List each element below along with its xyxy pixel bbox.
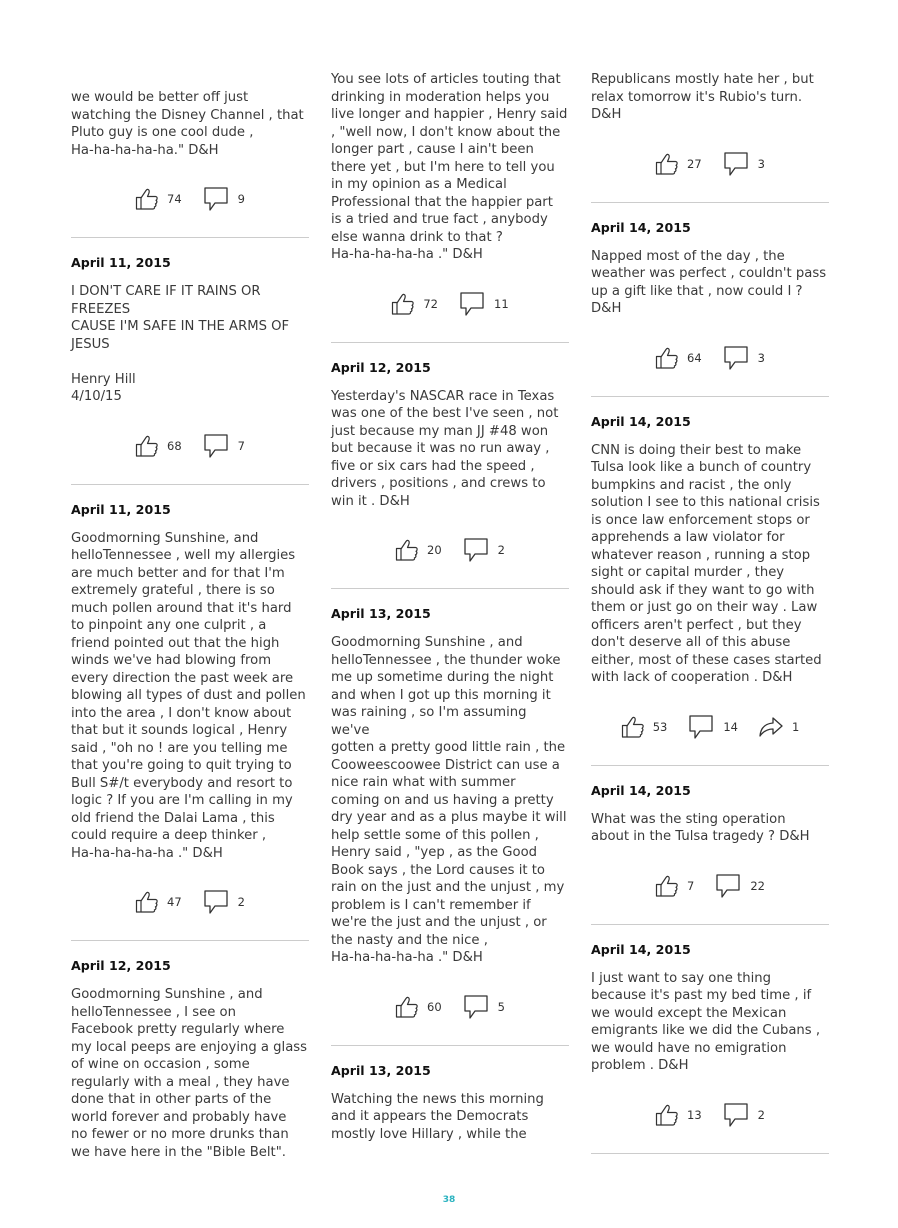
thumbs-up-icon [391, 292, 415, 316]
post-stats [591, 146, 829, 182]
post-date: April 13, 2015 [331, 606, 431, 621]
post-text: Napped most of the day , the weather was perfect , couldn't pass up a gift like that , now could I ? D&H [591, 248, 827, 316]
like-stat[interactable] [655, 874, 694, 898]
share-stat[interactable] [758, 715, 799, 739]
like-count: 47 [167, 895, 182, 909]
like-stat[interactable] [135, 434, 182, 458]
post [591, 414, 829, 766]
comment-stat[interactable] [687, 713, 738, 741]
comment-count: 5 [497, 999, 505, 1014]
like-stat[interactable] [135, 890, 182, 914]
like-count: 13 [687, 1107, 702, 1122]
comment-stat[interactable] [722, 150, 765, 178]
thumbs-up-icon [395, 538, 419, 562]
speech-bubble-icon [462, 536, 490, 564]
post-divider [71, 484, 309, 485]
post-text: we would be better off just watching the Disney Channel , that Pluto guy is one cool dude , Ha-ha-ha-ha-ha." D&H [71, 90, 304, 158]
post-divider [591, 924, 829, 925]
post-date: April 11, 2015 [71, 501, 171, 517]
like-stat[interactable] [655, 1103, 702, 1127]
comment-count: 3 [757, 156, 765, 171]
comment-stat[interactable] [722, 344, 765, 372]
like-count: 60 [427, 999, 442, 1014]
post-stats [71, 181, 309, 217]
post-text: Goodmorning Sunshine , and helloTennessee , the thunder woke me up sometime during the night and when I got up this morning it was raining , so I'm assuming we've gotten a pretty good little rain , the Cooweescoowee District can use a nice rain what with summer coming on and us having a pretty dry year and as a plus maybe it will help settle some of this pollen , Henry said , "yep , as the Good Book says , the Lord causes it to rain on the just and the unjust , my problem is I can't remember if we're the just and the unjust , or the nasty and the nice , Ha-ha-ha-ha-ha ." D&H [331, 635, 567, 965]
like-stat[interactable] [655, 346, 702, 370]
speech-bubble-icon [202, 432, 230, 460]
post-stats [591, 340, 829, 376]
post [71, 502, 309, 942]
post-date: April 12, 2015 [331, 359, 431, 375]
thumbs-up-icon [135, 434, 159, 458]
post-divider [71, 940, 309, 941]
comment-count: 2 [757, 1107, 765, 1122]
thumbs-up-icon [395, 995, 419, 1019]
post [331, 71, 569, 343]
thumbs-up-icon [135, 187, 159, 211]
thumbs-up-icon [655, 874, 679, 898]
post-divider [591, 765, 829, 766]
post-text: Goodmorning Sunshine , and helloTennessee , I see on Facebook pretty regularly where my local peeps are enjoying a glass of wine on occasion , some regularly with a meal , they have done that in other parts of the world forever and probably have no fewer or no more drunks than we have here in the "Bible Belt". [71, 987, 308, 1160]
post-stats [71, 884, 309, 920]
like-count: 20 [427, 543, 442, 557]
post-text: CNN is doing their best to make Tulsa look like a bunch of country bumpkins and racist , the only solution I see to this national crisis is once law enforcement stops or apprehends a law violator for whatever reason , running a stop sight or capital murder , they should ask if they want to go with them or just go on their way . Law officers aren't perfect , but they don't deserve all of this abuse either, most of these cases started with lack of cooperation . D&H [591, 442, 822, 685]
speech-bubble-icon [687, 713, 715, 741]
speech-bubble-icon [722, 150, 750, 178]
like-stat[interactable] [395, 538, 442, 562]
like-stat[interactable] [621, 715, 668, 739]
column-3 [591, 70, 829, 1154]
comment-count: 7 [237, 438, 245, 453]
post-divider [331, 342, 569, 343]
post-divider [591, 202, 829, 203]
post-date: April 13, 2015 [331, 1062, 431, 1078]
like-count: 68 [167, 438, 182, 453]
post [71, 89, 309, 238]
post-divider [591, 1153, 829, 1154]
like-stat[interactable] [135, 187, 182, 211]
post-date: April 14, 2015 [591, 782, 691, 798]
comment-stat[interactable] [714, 872, 765, 900]
post-text: Watching the news this morning and it appears the Democrats mostly love Hillary , while the [331, 1091, 544, 1142]
comment-count: 3 [757, 350, 765, 365]
post-date: April 14, 2015 [591, 413, 691, 429]
post [331, 606, 569, 1046]
comment-count: 14 [723, 719, 738, 734]
thumbs-up-icon [135, 890, 159, 914]
post-text: What was the sting operation about in the Tulsa tragedy ? D&H [591, 811, 810, 844]
page-number: 38 [442, 1195, 456, 1205]
post-stats [331, 532, 569, 568]
like-count: 64 [687, 350, 702, 365]
comment-count: 11 [494, 296, 509, 311]
post-stats [71, 428, 309, 464]
post-text: I just want to say one thing because it's past my bed time , if we would except the Mexican emigrants like we did the Cubans , we would have no emigration problem . D&H [591, 970, 821, 1073]
post-date: April 14, 2015 [591, 219, 691, 235]
thumbs-up-icon [621, 715, 645, 739]
comment-stat[interactable] [202, 185, 245, 213]
speech-bubble-icon [458, 290, 486, 318]
post-divider [331, 1045, 569, 1046]
column-2 [331, 70, 569, 1143]
post [591, 942, 829, 1154]
speech-bubble-icon [202, 185, 230, 213]
share-count: 1 [791, 719, 800, 734]
comment-stat[interactable] [722, 1101, 765, 1129]
like-count: 72 [423, 296, 438, 311]
speech-bubble-icon [462, 993, 490, 1021]
post-stats [331, 286, 569, 322]
post-stats [331, 989, 569, 1025]
comment-stat[interactable] [458, 290, 509, 318]
post-text: You see lots of articles touting that drinking in moderation helps you live longer and happier , Henry said , "well now, I don't know about the longer part , cause I ain't been there yet , but I'm here to tell you in my opinion as a Medical Professional that the happier part is a tried and true fact , anybody else wanna drink to that ? Ha-ha-ha-ha-ha ." D&H [331, 72, 568, 262]
comment-stat[interactable] [202, 888, 245, 916]
post [71, 255, 309, 485]
like-count: 74 [167, 192, 182, 206]
post-date: April 14, 2015 [591, 941, 691, 957]
post-stats [591, 868, 829, 904]
speech-bubble-icon [202, 888, 230, 916]
comment-count: 22 [750, 878, 765, 893]
post-text: Goodmorning Sunshine, and helloTennessee , well my allergies are much better and for that I'm extremely grateful , there is so much pollen around that it's hard to pinpoint any one culprit , a friend pointed out that the high winds we've had blowing from every direction the past week are blowing all types of dust and pollen into the area , I don't know about that but it sounds logical , Henry said , "oh no ! are you telling me that you're going to quit trying to Bull S#/t everybody and resort to logic ? If you are I'm calling in my old friend the Dalai Lama , this could require a deep thinker , Ha-ha-ha-ha-ha ." D&H [71, 530, 306, 861]
share-arrow-icon [758, 715, 784, 739]
comment-count: 2 [497, 543, 505, 557]
post-date: April 12, 2015 [71, 958, 171, 973]
post-text: Republicans mostly hate her , but relax tomorrow it's Rubio's turn. D&H [591, 72, 814, 122]
post-stats [591, 1097, 829, 1133]
post [331, 360, 569, 590]
thumbs-up-icon [655, 1103, 679, 1127]
like-count: 53 [652, 719, 668, 734]
post [591, 220, 829, 397]
post [591, 71, 829, 203]
comment-stat[interactable] [462, 993, 505, 1021]
post-text: I DON'T CARE IF IT RAINS OR FREEZES CAUSE I'M SAFE IN THE ARMS OF JESUS Henry Hill 4/10/15 [71, 284, 290, 404]
like-stat[interactable] [395, 995, 442, 1019]
post [71, 958, 309, 1161]
like-count: 27 [687, 156, 702, 171]
speech-bubble-icon [722, 344, 750, 372]
comment-stat[interactable] [202, 432, 245, 460]
post-date: April 11, 2015 [71, 255, 171, 270]
post-stats [591, 709, 829, 745]
like-stat[interactable] [655, 152, 702, 176]
post [591, 783, 829, 925]
comment-count: 9 [237, 192, 245, 206]
like-stat[interactable] [391, 292, 438, 316]
column-1 [71, 70, 309, 1161]
comment-count: 2 [237, 895, 245, 909]
post-divider [71, 237, 309, 238]
post-text: Yesterday's NASCAR race in Texas was one of the best I've seen , not just because my man JJ #48 won but because it was no run away , five or six cars had the speed , drivers , positions , and crews to win it . D&H [331, 388, 559, 509]
thumbs-up-icon [655, 346, 679, 370]
speech-bubble-icon [714, 872, 742, 900]
like-count: 7 [687, 878, 695, 893]
post [331, 1063, 569, 1144]
speech-bubble-icon [722, 1101, 750, 1129]
comment-stat[interactable] [462, 536, 505, 564]
post-divider [331, 588, 569, 589]
thumbs-up-icon [655, 152, 679, 176]
post-divider [591, 396, 829, 397]
